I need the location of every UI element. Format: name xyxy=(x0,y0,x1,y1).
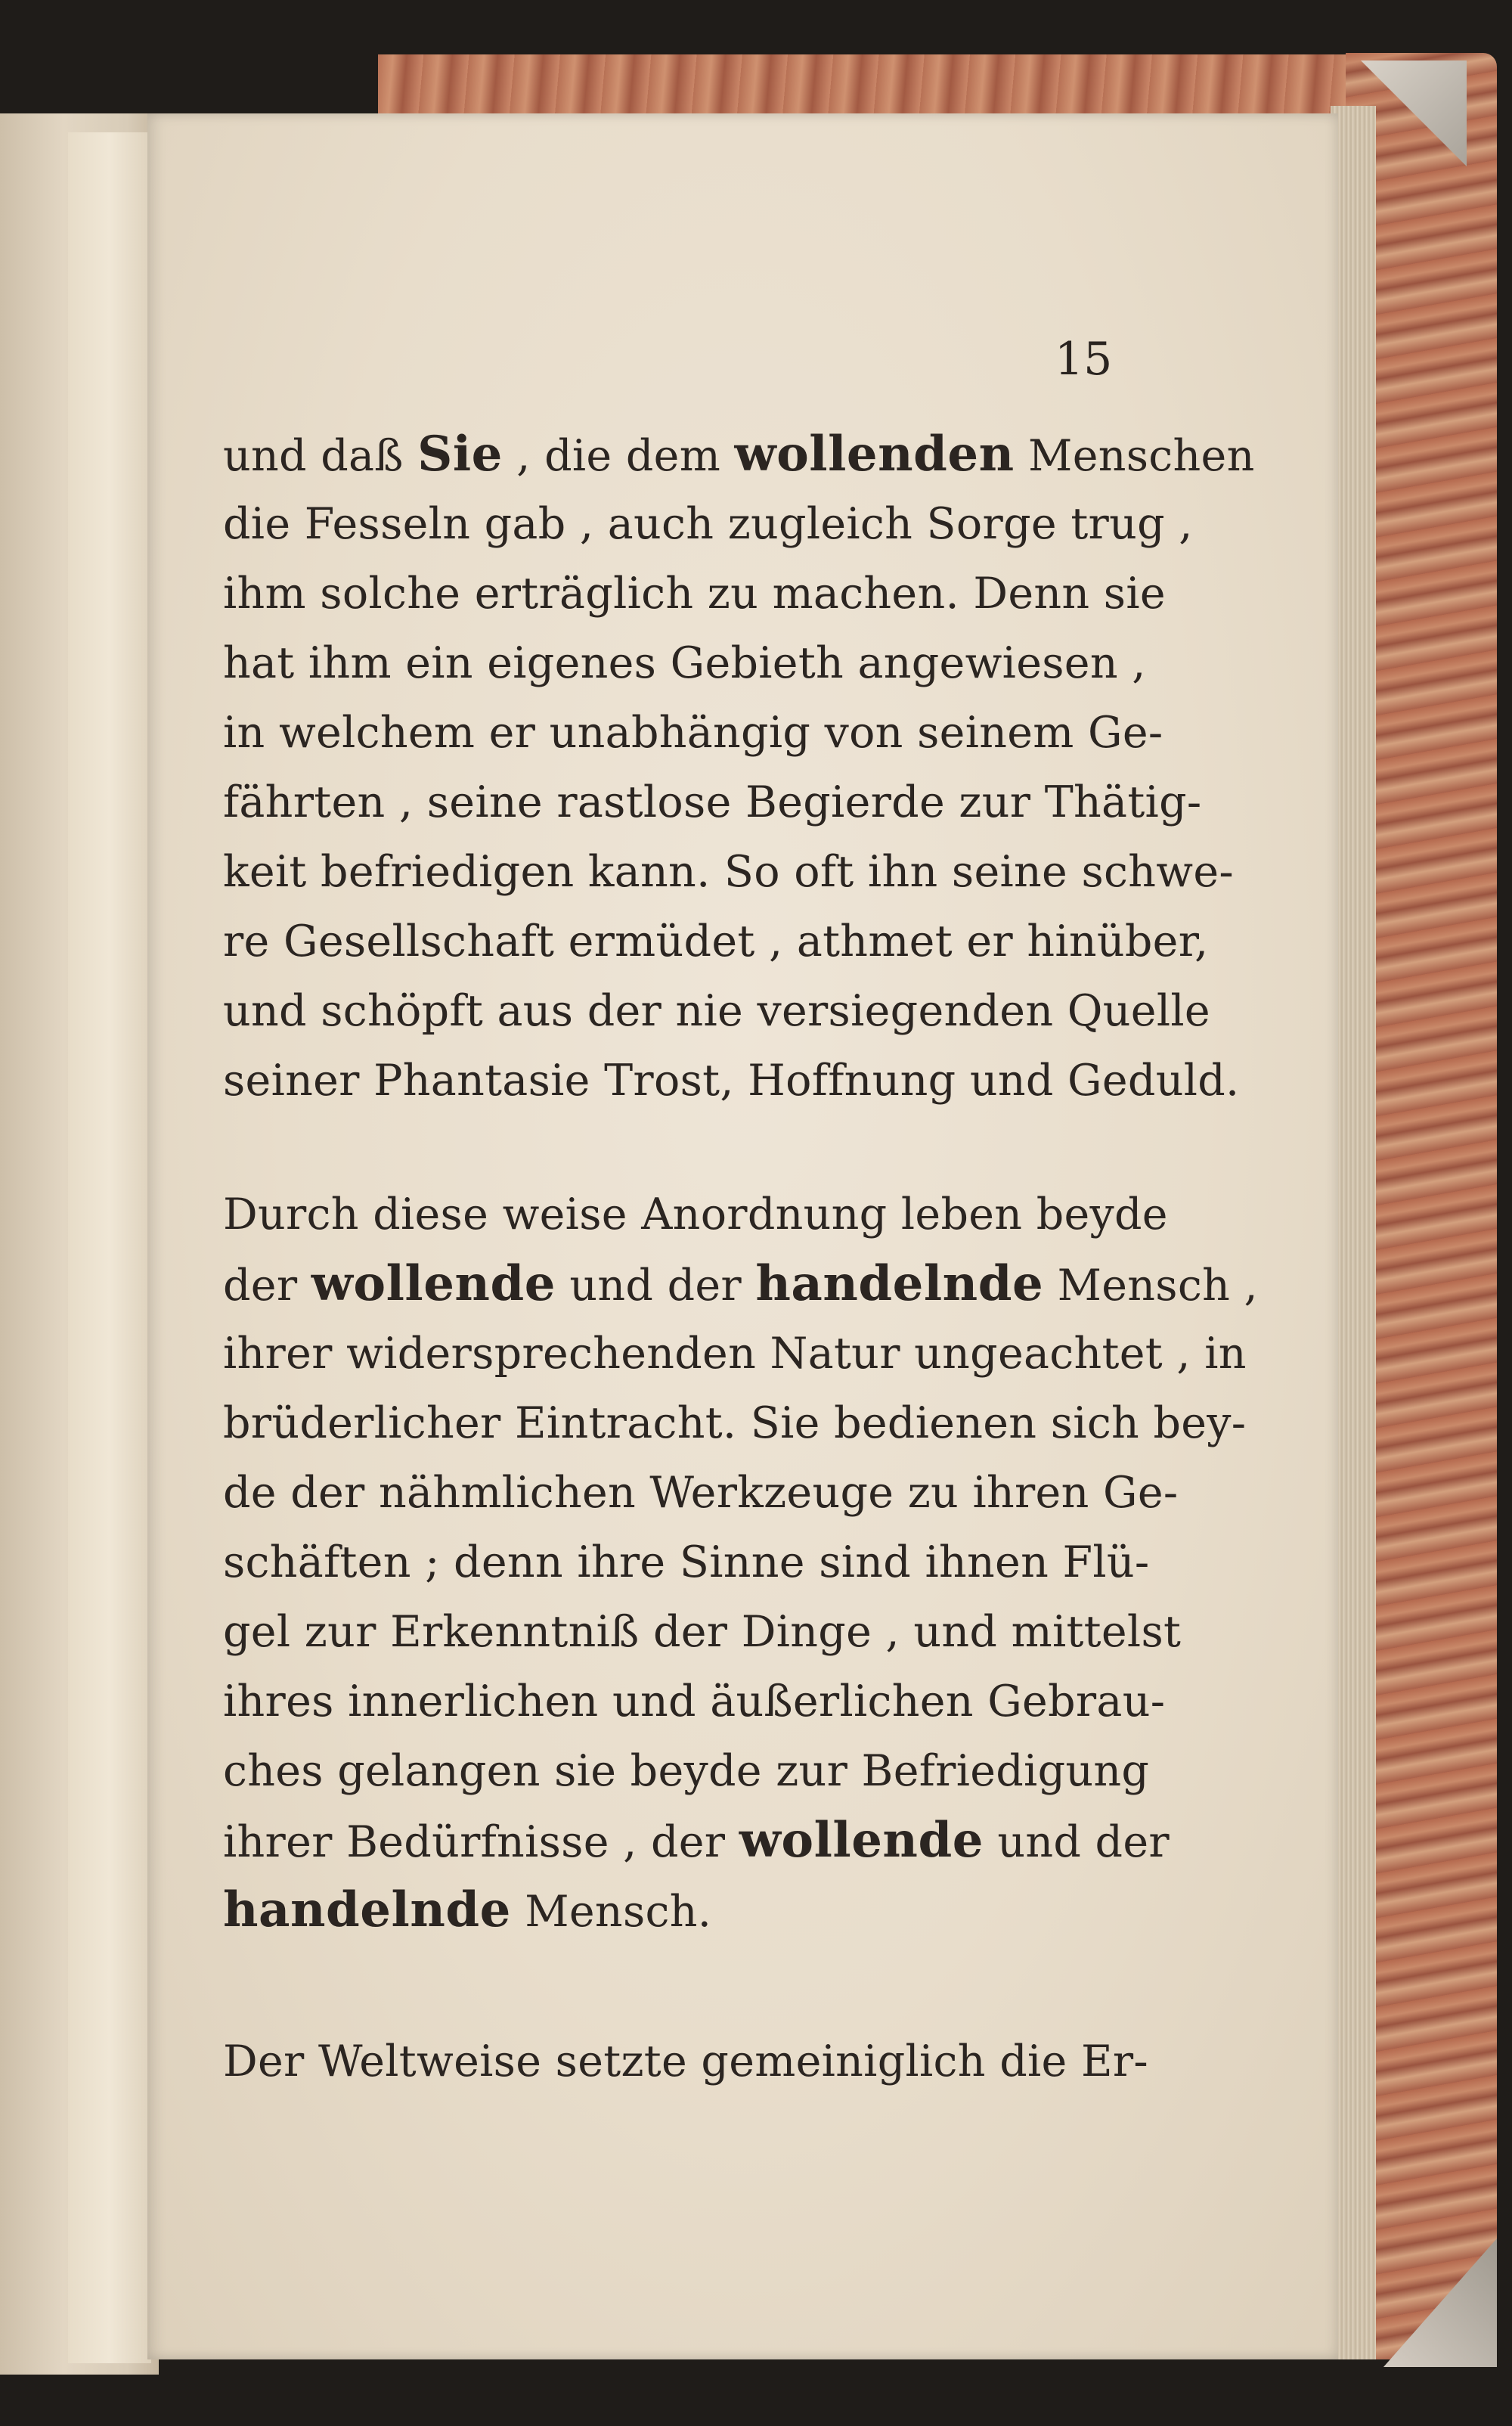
text-run: hat ihm ein eigenes Gebieth angewiesen , xyxy=(223,638,1146,688)
text-line xyxy=(223,1458,1179,1528)
text-line xyxy=(223,1806,1170,1875)
text-run: die Fesseln gab , auch zugleich Sorge trug , xyxy=(223,499,1193,549)
text-run: und der xyxy=(555,1261,756,1311)
book-cover-top-edge xyxy=(378,54,1467,123)
text-run: , die dem xyxy=(502,431,735,481)
text-line xyxy=(223,976,1210,1046)
emphasized-word: handelnde xyxy=(755,1255,1044,1312)
text-line xyxy=(223,698,1163,768)
emphasized-word: wollende xyxy=(739,1812,984,1869)
left-page-gutter xyxy=(68,132,151,2363)
text-line xyxy=(223,1528,1150,1597)
text-run: ihrer widersprechenden Natur ungeachtet , in xyxy=(223,1329,1247,1379)
page-number: 15 xyxy=(1055,333,1113,386)
text-run: brüderlicher Eintracht. Sie bedienen sich bey- xyxy=(223,1398,1247,1448)
text-line xyxy=(223,1667,1166,1736)
text-line xyxy=(223,1319,1247,1388)
text-run: ihrer Bedürfnisse , der xyxy=(223,1817,739,1867)
text-line xyxy=(223,1736,1150,1806)
text-line xyxy=(223,1046,1240,1115)
text-run: Menschen xyxy=(1014,431,1255,481)
text-line xyxy=(223,1875,1142,1945)
text-line xyxy=(223,628,1146,698)
text-run: Der Weltweise setzte gemeiniglich die Er- xyxy=(223,2037,1148,2086)
text-run: ihres innerlichen und äußerlichen Gebrau- xyxy=(223,1677,1166,1726)
text-line xyxy=(223,837,1234,907)
paragraph-1 xyxy=(223,420,1255,1115)
emphasized-word: Sie xyxy=(417,426,503,482)
paragraph-2 xyxy=(223,1180,1258,1945)
text-run: Mensch. xyxy=(510,1887,712,1937)
emphasized-word: wollenden xyxy=(734,426,1015,482)
emphasized-word: wollende xyxy=(311,1255,556,1312)
text-run: und schöpft aus der nie versiegenden Quelle xyxy=(223,986,1210,1036)
text-run: Durch diese weise Anordnung leben beyde xyxy=(223,1190,1168,1239)
text-run: der xyxy=(223,1261,311,1311)
text-run: re Gesellschaft ermüdet , athmet er hinüber, xyxy=(223,917,1209,966)
text-run: und daß xyxy=(223,431,418,481)
text-run: de der nähmlichen Werkzeuge zu ihren Ge- xyxy=(223,1468,1179,1518)
text-line xyxy=(223,1249,1258,1319)
text-run: gel zur Erkenntniß der Dinge , und mittelst xyxy=(223,1607,1182,1657)
text-run: ches gelangen sie beyde zur Befriedigung xyxy=(223,1746,1150,1796)
paragraph-3 xyxy=(223,2027,1148,2096)
text-line xyxy=(223,2027,1148,2096)
text-line xyxy=(223,559,1166,628)
text-line xyxy=(223,1180,1168,1249)
text-run: ihm solche erträglich zu machen. Denn sie xyxy=(223,569,1166,619)
text-run: seiner Phantasie Trost, Hoffnung und Geduld. xyxy=(223,1056,1240,1106)
text-run: fährten , seine rastlose Begierde zur Thätig- xyxy=(223,777,1202,827)
text-line xyxy=(223,768,1202,837)
text-run: schäften ; denn ihre Sinne sind ihnen Flü- xyxy=(223,1537,1150,1587)
text-run: keit befriedigen kann. So oft ihn seine schwe- xyxy=(223,847,1234,897)
text-run: und der xyxy=(983,1817,1170,1867)
text-line xyxy=(223,1597,1182,1667)
text-line xyxy=(223,1388,1247,1458)
text-line xyxy=(223,420,1255,489)
text-run: Mensch , xyxy=(1043,1261,1258,1311)
text-line xyxy=(223,489,1193,559)
emphasized-word: handelnde xyxy=(223,1882,511,1938)
text-line xyxy=(223,907,1209,976)
text-run: in welchem er unabhängig von seinem Ge- xyxy=(223,708,1163,758)
